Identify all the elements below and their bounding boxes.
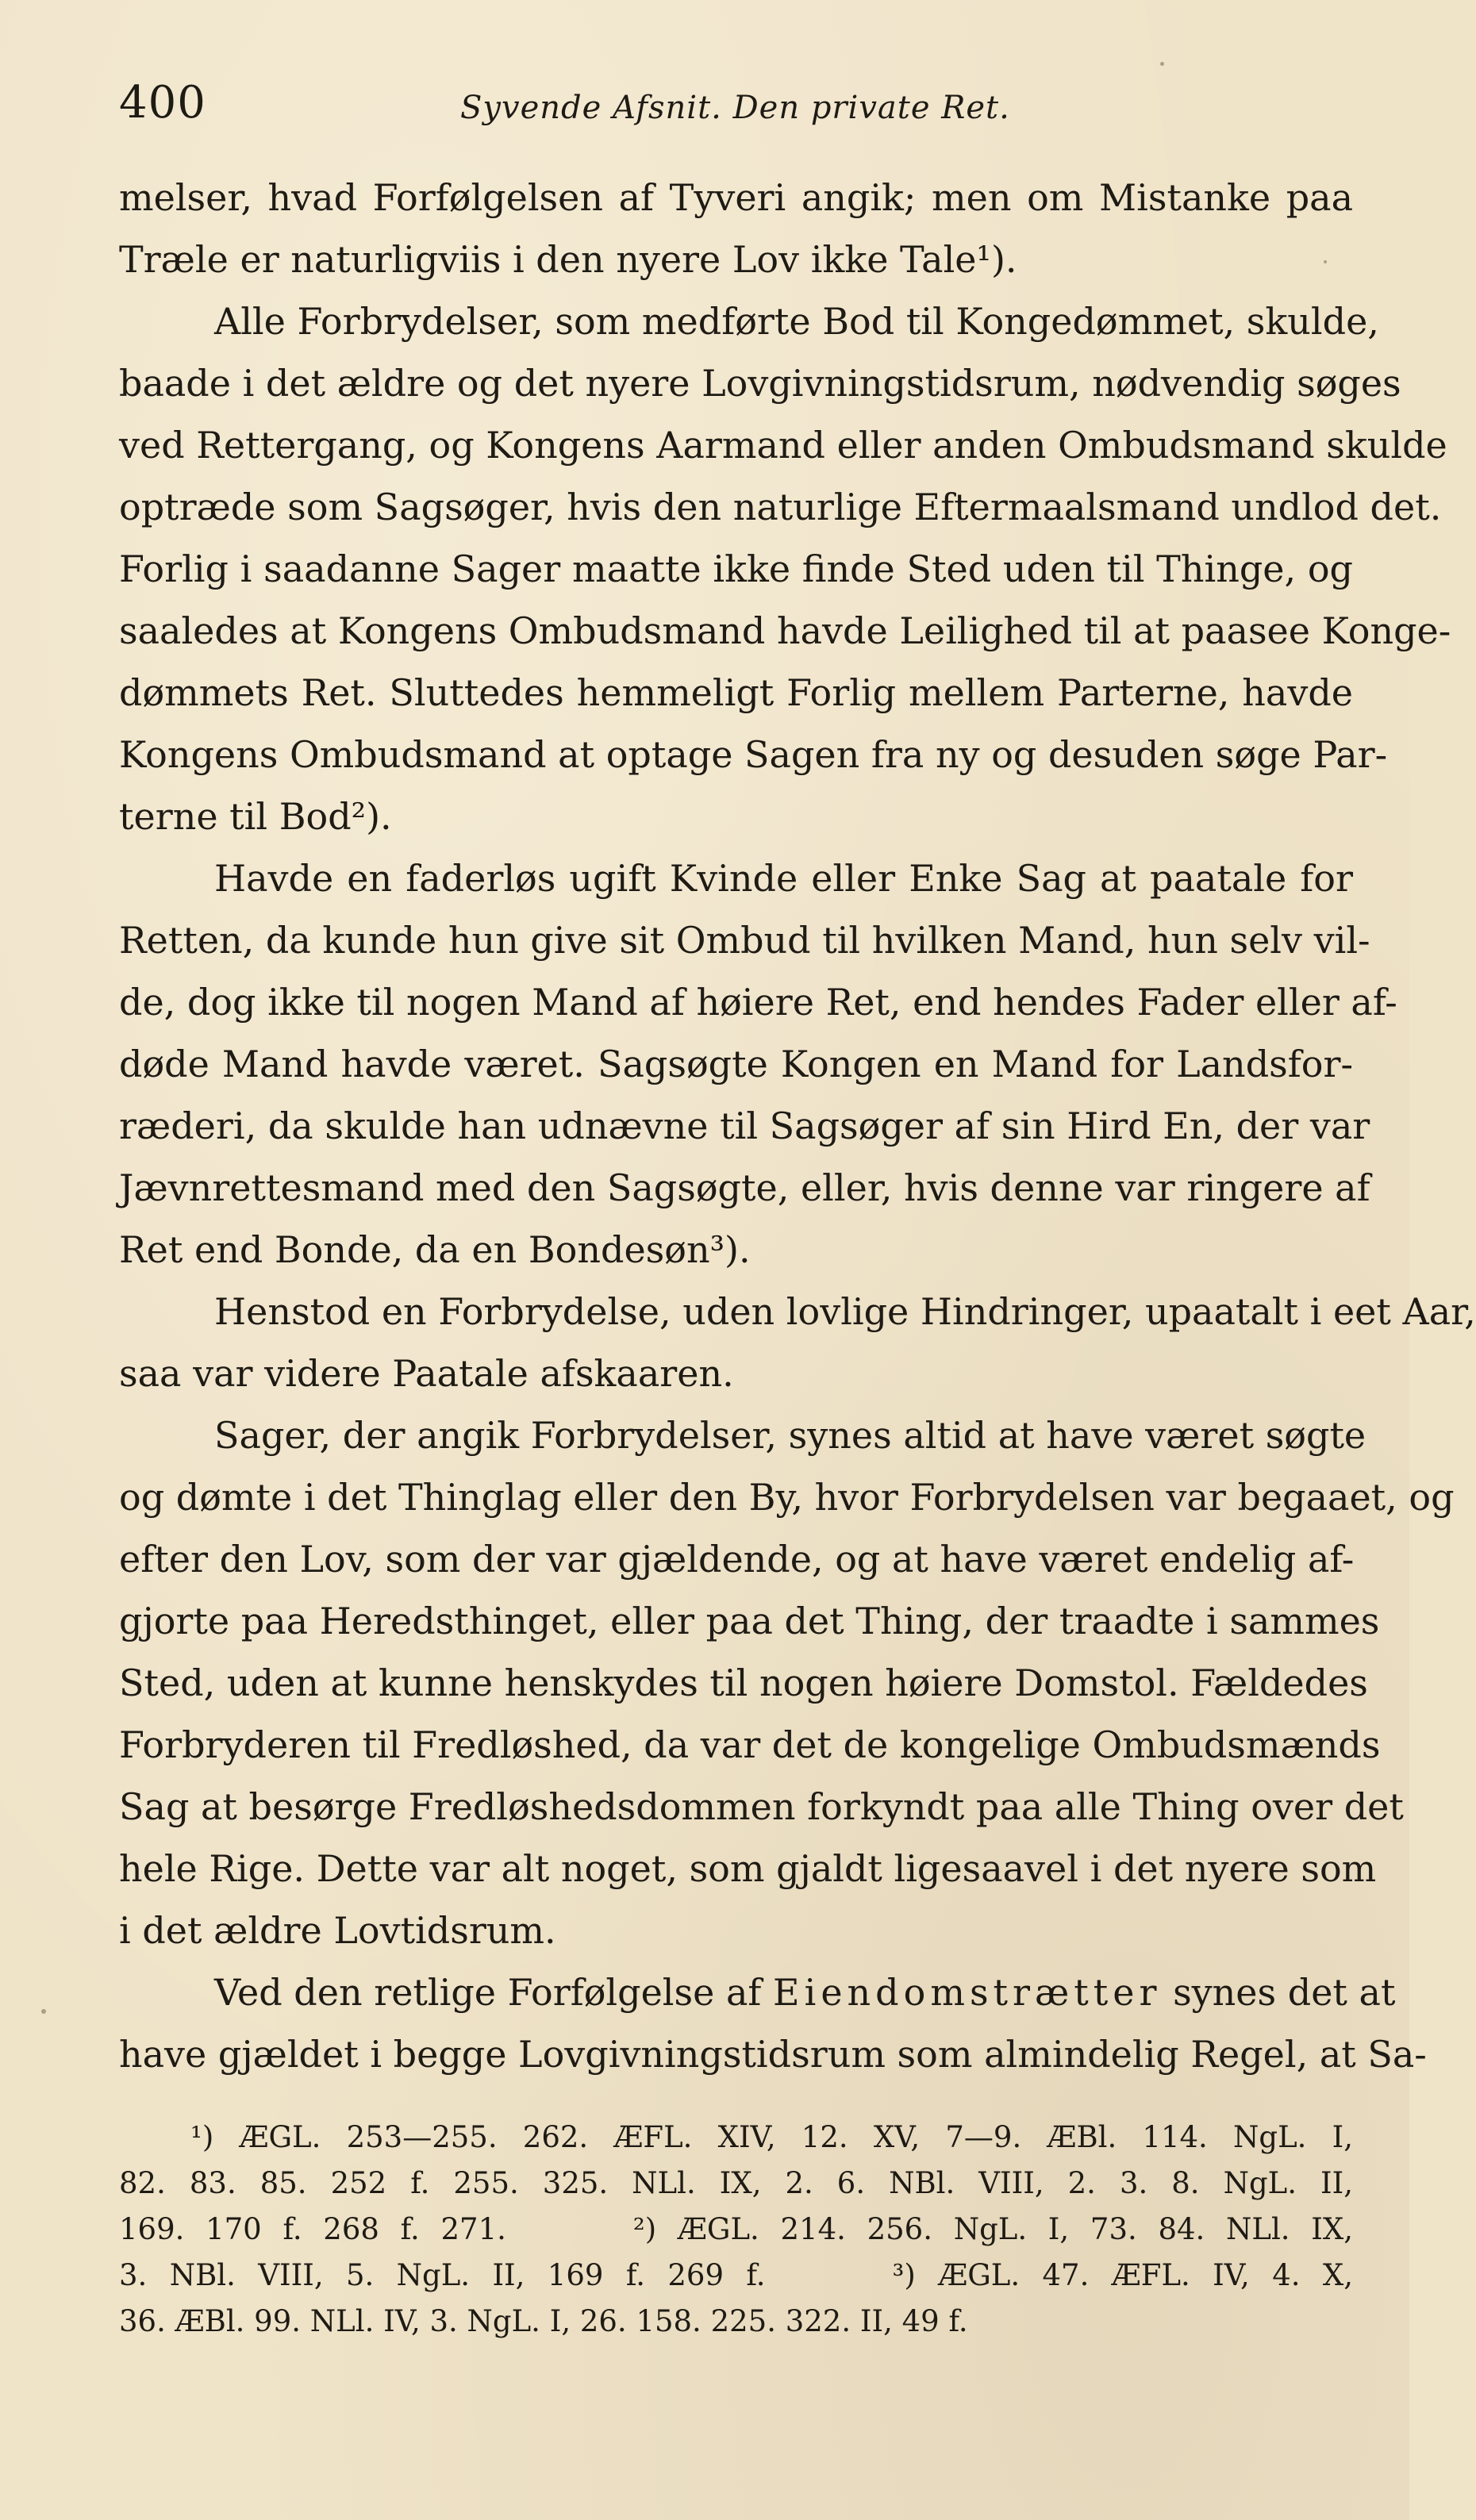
text-line: Forlig i saadanne Sager maatte ikke finde Sted uden til Thinge, og xyxy=(119,547,1353,590)
text-line: Retten, da kunde hun give sit Ombud til hvilken Mand, hun selv vil- xyxy=(119,919,1370,962)
text-line: i det ældre Lovtidsrum. xyxy=(119,1909,556,1952)
text-line: døde Mand havde været. Sagsøgte Kongen en Mand for Landsfor- xyxy=(119,1043,1353,1085)
spaced-emphasis: Eiendomstrætter xyxy=(773,1971,1162,2014)
paper-speck xyxy=(1324,260,1327,263)
text-line: Sager, der angik Forbrydelser, synes altid at have været søgte xyxy=(214,1414,1366,1457)
text-line: Alle Forbrydelser, som medførte Bod til Kongedømmet, skulde, xyxy=(214,300,1379,343)
footnote-line: 36. ÆBl. 99. NLl. IV, 3. NgL. I, 26. 158. 225. 322. II, 49 f. xyxy=(119,2304,968,2338)
text-line: Kongens Ombudsmand at optage Sagen fra ny og desuden søge Par- xyxy=(119,733,1388,776)
page-header xyxy=(119,71,1357,135)
footnote-segment: ³) ÆGL. 47. ÆFL. IV, 4. X, xyxy=(892,2258,1353,2292)
footnote-segment: ²) ÆGL. 214. 256. NgL. I, 73. 84. NLl. IX, xyxy=(632,2212,1353,2246)
text-line: have gjældet i begge Lovgivningstidsrum som almindelig Regel, at Sa- xyxy=(119,2033,1427,2076)
text-line: ræderi, da skulde han udnævne til Sagsøger af sin Hird En, der var xyxy=(119,1104,1370,1147)
text-line: terne til Bod²). xyxy=(119,795,392,838)
footnote-line xyxy=(119,2207,1353,2253)
footnote-segment: 3. NBl. VIII, 5. NgL. II, 169 f. 269 f. xyxy=(119,2258,766,2292)
text-line: Sag at besørge Fredløshedsdommen forkyndt paa alle Thing over det xyxy=(119,1785,1404,1828)
text-line: baade i det ældre og det nyere Lovgivningstidsrum, nødvendig søges xyxy=(119,362,1401,405)
text-line: melser, hvad Forfølgelsen af Tyveri angik; men om Mistanke paa xyxy=(119,176,1353,219)
footnote-line: ¹) ÆGL. 253—255. 262. ÆFL. XIV, 12. XV, 7—9. ÆBl. 114. NgL. I, xyxy=(190,2120,1353,2154)
text-line: og dømte i det Thinglag eller den By, hvor Forbrydelsen var begaaet, og xyxy=(119,1476,1455,1519)
text-line: Sted, uden at kunne henskydes til nogen høiere Domstol. Fældedes xyxy=(119,1661,1368,1704)
paper-speck xyxy=(1160,62,1164,66)
text-line: efter den Lov, som der var gjældende, og at have været endelig af- xyxy=(119,1538,1355,1581)
text-line: dømmets Ret. Sluttedes hemmeligt Forlig mellem Parterne, havde xyxy=(119,671,1353,714)
text-line: Henstod en Forbrydelse, uden lovlige Hindringer, upaatalt i eet Aar, xyxy=(214,1290,1476,1333)
footnote-line: 82. 83. 85. 252 f. 255. 325. NLl. IX, 2. 6. NBl. VIII, 2. 3. 8. NgL. II, xyxy=(119,2166,1353,2200)
text-line: optræde som Sagsøger, hvis den naturlige Eftermaalsmand undlod det. xyxy=(119,486,1442,528)
text-line: Ret end Bonde, da en Bondesøn³). xyxy=(119,1228,751,1271)
text-segment: synes det at xyxy=(1173,1971,1396,2014)
text-line: Havde en faderløs ugift Kvinde eller Enke Sag at paatale for xyxy=(214,857,1353,900)
footnote-line xyxy=(119,2253,1353,2299)
text-line: Jævnrettesmand med den Sagsøgte, eller, hvis denne var ringere af xyxy=(119,1166,1370,1209)
paper-speck xyxy=(41,2009,46,2014)
footnote-segment: 169. 170 f. 268 f. 271. xyxy=(119,2212,506,2246)
text-line: de, dog ikke til nogen Mand af høiere Ret, end hendes Fader eller af- xyxy=(119,981,1397,1024)
text-segment: Ved den retlige Forfølgelse af xyxy=(214,1971,762,2014)
text-line: Træle er naturligviis i den nyere Lov ikke Tale¹). xyxy=(119,238,1017,281)
text-line: gjorte paa Heredsthinget, eller paa det Thing, der traadte i sammes xyxy=(119,1600,1380,1642)
footnotes xyxy=(119,2115,1353,2345)
text-line-emphasis xyxy=(119,1961,1396,2023)
text-line: ved Rettergang, og Kongens Aarmand eller anden Ombudsmand skulde xyxy=(119,424,1447,467)
body-text xyxy=(119,167,1476,2085)
text-line: Forbryderen til Fredløshed, da var det de kongelige Ombudsmænds xyxy=(119,1723,1381,1766)
text-line: saa var videre Paatale afskaaren. xyxy=(119,1352,734,1395)
page-number: 400 xyxy=(119,77,206,129)
running-head: Syvende Afsnit. Den private Ret. xyxy=(460,90,1010,126)
text-line: hele Rige. Dette var alt noget, som gjaldt ligesaavel i det nyere som xyxy=(119,1847,1377,1890)
text-line: saaledes at Kongens Ombudsmand havde Leilighed til at paasee Konge- xyxy=(119,609,1451,652)
